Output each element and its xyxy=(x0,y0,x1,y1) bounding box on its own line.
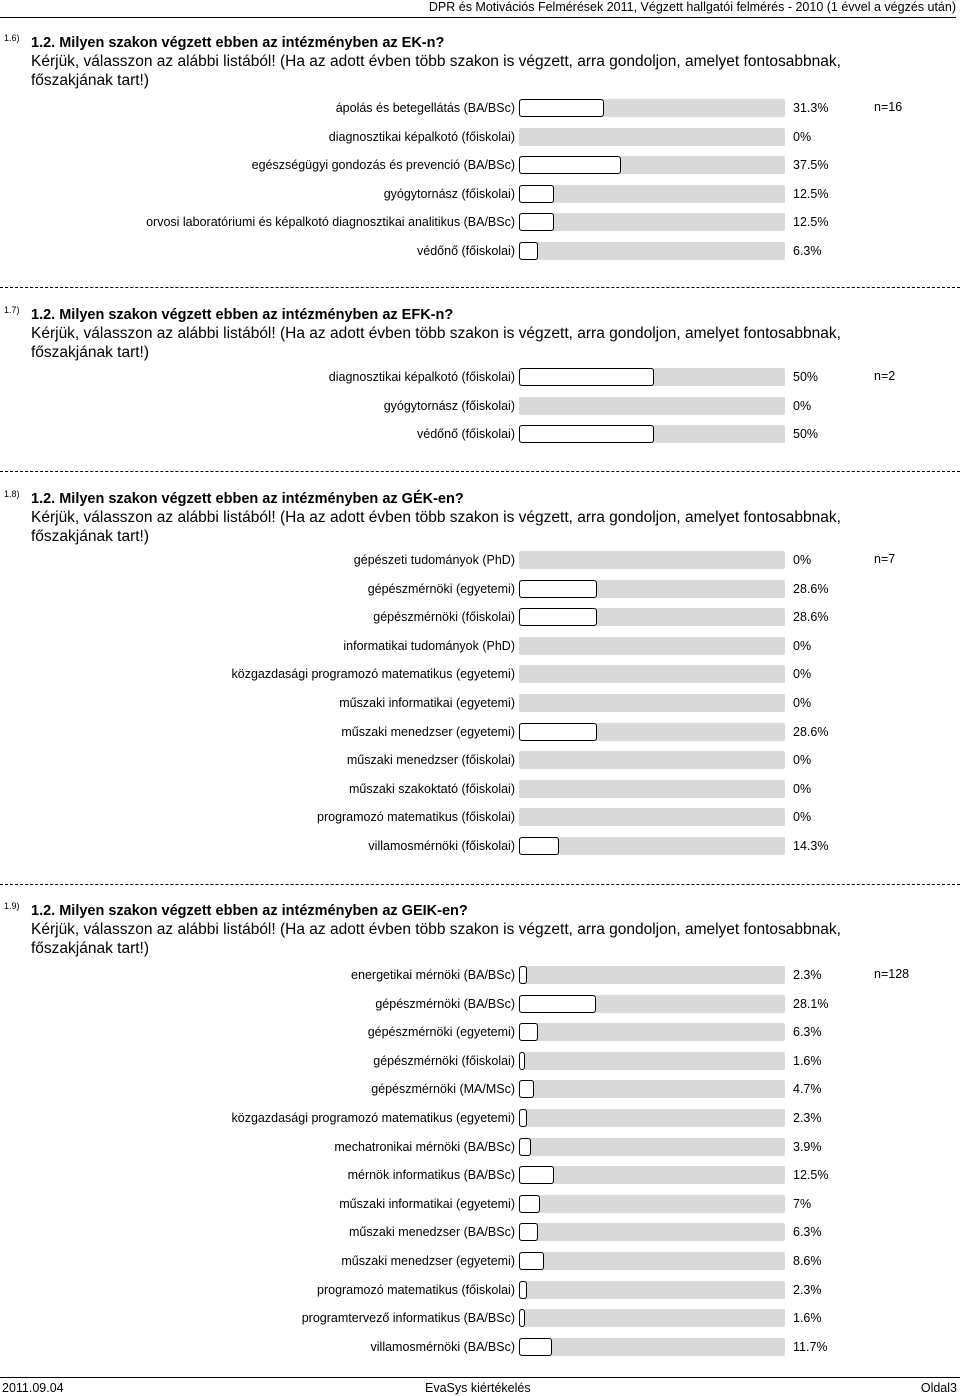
bar-row xyxy=(0,1052,960,1072)
bar-row xyxy=(0,156,960,176)
bar-value-label: 4.7% xyxy=(793,1082,822,1096)
bar-row xyxy=(0,128,960,148)
bar-row xyxy=(0,1080,960,1100)
bar-row xyxy=(0,1338,960,1358)
bar-row xyxy=(0,966,960,986)
bar xyxy=(519,1052,525,1070)
bar-label: ápolás és betegellátás (BA/BSc) xyxy=(335,101,515,115)
bar-track xyxy=(519,213,785,231)
bar xyxy=(519,1281,527,1299)
section-number: 1.6) xyxy=(4,33,20,43)
bar-value-label: 0% xyxy=(793,399,812,413)
bar-track xyxy=(519,156,785,174)
bar-value-label: 28.6% xyxy=(793,725,829,739)
bar-track xyxy=(519,1252,785,1270)
bar xyxy=(519,1195,540,1213)
bar-track xyxy=(519,1080,785,1098)
bar-label: orvosi laboratóriumi és képalkotó diagnosztikai analitikus (BA/BSc) xyxy=(146,215,515,229)
bar-row xyxy=(0,1309,960,1329)
bar-row xyxy=(0,995,960,1015)
bar-row xyxy=(0,608,960,628)
bar-row xyxy=(0,665,960,685)
bar-label: gépészmérnöki (egyetemi) xyxy=(367,582,515,596)
bar-value-label: 0% xyxy=(793,753,812,767)
bar-value-label: 0% xyxy=(793,696,812,710)
bar-value-label: 2.3% xyxy=(793,1111,822,1125)
bar xyxy=(519,242,538,260)
bar-row xyxy=(0,580,960,600)
bar-track xyxy=(519,1052,785,1070)
bar-value-label: 6.3% xyxy=(793,1225,822,1239)
bar-value-label: 0% xyxy=(793,810,812,824)
bar-value-label: 12.5% xyxy=(793,187,829,201)
bar-track xyxy=(519,808,785,826)
bar-value-label: 0% xyxy=(793,553,812,567)
bar-label: informatikai tudományok (PhD) xyxy=(343,639,515,653)
bar xyxy=(519,1223,538,1241)
bar-value-label: 1.6% xyxy=(793,1054,822,1068)
bar-label: műszaki informatikai (egyetemi) xyxy=(339,696,515,710)
chart-title: 1.2. Milyen szakon végzett ebben az intézményben az GEIK-en? xyxy=(31,903,468,919)
chart-title: 1.2. Milyen szakon végzett ebben az intézményben az GÉK-en? xyxy=(31,491,464,507)
footer-date: 2011.09.04 xyxy=(2,1381,64,1395)
bar-label: védőnő (főiskolai) xyxy=(417,244,515,258)
bar xyxy=(519,213,554,231)
bar-track xyxy=(519,1166,785,1184)
bar xyxy=(519,99,604,117)
bar-label: mérnök informatikus (BA/BSc) xyxy=(347,1168,515,1182)
bar-label: közgazdasági programozó matematikus (egyetemi) xyxy=(231,667,515,681)
bar xyxy=(519,1138,531,1156)
sample-size-label: n=16 xyxy=(874,100,903,114)
bar-row xyxy=(0,1195,960,1215)
bar-label: programozó matematikus (főiskolai) xyxy=(317,810,515,824)
bar-track xyxy=(519,397,785,415)
bar-track xyxy=(519,1138,785,1156)
bar-track xyxy=(519,551,785,569)
bar-row xyxy=(0,1281,960,1301)
question-text: Kérjük, válasszon az alábbi listából! (Ha az adott évben több szakon is végzett, arra gondoljon, amelyet fontosabbnak, főszakjának tart!) xyxy=(31,509,841,545)
bar-row xyxy=(0,723,960,743)
bar-row xyxy=(0,368,960,388)
bar-row xyxy=(0,637,960,657)
bar-label: műszaki informatikai (egyetemi) xyxy=(339,1197,515,1211)
bar-track xyxy=(519,1338,785,1356)
bar-track xyxy=(519,837,785,855)
bar xyxy=(519,1166,554,1184)
section-divider xyxy=(0,287,960,288)
bar-value-label: 31.3% xyxy=(793,101,829,115)
footer-center: EvaSys kiértékelés xyxy=(425,1381,531,1395)
bar-row xyxy=(0,1252,960,1272)
bar xyxy=(519,966,527,984)
bar-label: egészségügyi gondozás és prevenció (BA/BSc) xyxy=(251,158,515,172)
bar-track xyxy=(519,995,785,1013)
bar-value-label: 28.1% xyxy=(793,997,829,1011)
bar-label: villamosmérnöki (BA/BSc) xyxy=(370,1340,515,1354)
section-number: 1.7) xyxy=(4,305,20,315)
document-footer xyxy=(0,1377,960,1396)
bar-row xyxy=(0,780,960,800)
bar-value-label: 3.9% xyxy=(793,1140,822,1154)
bar-value-label: 0% xyxy=(793,130,812,144)
bar-track xyxy=(519,1223,785,1241)
bar-track xyxy=(519,694,785,712)
bar-label: műszaki szakoktató (főiskolai) xyxy=(348,782,515,796)
bar-label: műszaki menedzser (egyetemi) xyxy=(341,1254,515,1268)
bar-value-label: 14.3% xyxy=(793,839,829,853)
bar-label: műszaki menedzser (egyetemi) xyxy=(341,725,515,739)
bar-value-label: 6.3% xyxy=(793,1025,822,1039)
bar-label: védőnő (főiskolai) xyxy=(417,427,515,441)
bar-row xyxy=(0,242,960,262)
bar-label: mechatronikai mérnöki (BA/BSc) xyxy=(334,1140,515,1154)
bar xyxy=(519,425,654,443)
bar-row xyxy=(0,551,960,571)
bar-value-label: 11.7% xyxy=(793,1340,828,1354)
sample-size-label: n=2 xyxy=(874,369,896,383)
bar-label: gépészmérnöki (főiskolai) xyxy=(373,1054,515,1068)
bar-track xyxy=(519,185,785,203)
question-text: Kérjük, válasszon az alábbi listából! (Ha az adott évben több szakon is végzett, arra gondoljon, amelyet fontosabbnak, főszakjának tart!) xyxy=(31,53,841,89)
bar-track xyxy=(519,723,785,741)
question-text: Kérjük, válasszon az alábbi listából! (Ha az adott évben több szakon is végzett, arra gondoljon, amelyet fontosabbnak, főszakjának tart!) xyxy=(31,325,841,361)
bar-track xyxy=(519,751,785,769)
section-number: 1.8) xyxy=(4,489,20,499)
bar-value-label: 2.3% xyxy=(793,968,822,982)
bar xyxy=(519,1023,538,1041)
bar-track xyxy=(519,368,785,386)
bar-label: gépészmérnöki (főiskolai) xyxy=(373,610,515,624)
bar-row xyxy=(0,1166,960,1186)
bar-value-label: 7% xyxy=(793,1197,812,1211)
sample-size-label: n=7 xyxy=(874,552,896,566)
bar xyxy=(519,837,559,855)
bar xyxy=(519,185,554,203)
question-text: Kérjük, válasszon az alábbi listából! (Ha az adott évben több szakon is végzett, arra gondoljon, amelyet fontosabbnak, főszakjának tart!) xyxy=(31,921,841,957)
bar-value-label: 6.3% xyxy=(793,244,822,258)
bar-label: gépészmérnöki (MA/MSc) xyxy=(371,1082,515,1096)
bar-label: villamosmérnöki (főiskolai) xyxy=(368,839,515,853)
footer-page: Oldal3 xyxy=(920,1381,957,1395)
bar xyxy=(519,1338,552,1356)
bar-track xyxy=(519,665,785,683)
bar xyxy=(519,608,597,626)
bar-track xyxy=(519,1309,785,1327)
section-divider xyxy=(0,884,960,885)
bar-label: diagnosztikai képalkotó (főiskolai) xyxy=(328,130,515,144)
bar-track xyxy=(519,580,785,598)
bar-value-label: 12.5% xyxy=(793,1168,829,1182)
bar-value-label: 50% xyxy=(793,427,819,441)
bar xyxy=(519,156,621,174)
chart-title: 1.2. Milyen szakon végzett ebben az intézményben az EK-n? xyxy=(31,35,445,51)
bar-track xyxy=(519,1023,785,1041)
bar-track xyxy=(519,425,785,443)
bar-label: programtervező informatikus (BA/BSc) xyxy=(301,1311,515,1325)
bar-track xyxy=(519,99,785,117)
bar-track xyxy=(519,128,785,146)
bar-track xyxy=(519,1109,785,1127)
bar-value-label: 0% xyxy=(793,782,812,796)
bar-value-label: 1.6% xyxy=(793,1311,822,1325)
bar-label: műszaki menedzser (főiskolai) xyxy=(346,753,515,767)
bar-row xyxy=(0,1023,960,1043)
bar-label: gyógytornász (főiskolai) xyxy=(383,399,515,413)
bar-row xyxy=(0,99,960,119)
bar xyxy=(519,368,654,386)
bar-row xyxy=(0,425,960,445)
bar-value-label: 0% xyxy=(793,639,812,653)
bar-row xyxy=(0,1138,960,1158)
bar xyxy=(519,1109,527,1127)
bar-track xyxy=(519,637,785,655)
bar-value-label: 0% xyxy=(793,667,812,681)
bar-row xyxy=(0,837,960,857)
bar xyxy=(519,1252,544,1270)
bar-value-label: 12.5% xyxy=(793,215,829,229)
bar-value-label: 28.6% xyxy=(793,610,829,624)
bar-label: energetikai mérnöki (BA/BSc) xyxy=(351,968,515,982)
bar-row xyxy=(0,213,960,233)
bar xyxy=(519,995,596,1013)
section-divider xyxy=(0,471,960,472)
bar-track xyxy=(519,780,785,798)
bar xyxy=(519,580,597,598)
bar-value-label: 8.6% xyxy=(793,1254,822,1268)
bar-track xyxy=(519,242,785,260)
bar-value-label: 37.5% xyxy=(793,158,829,172)
bar-row xyxy=(0,751,960,771)
bar-value-label: 50% xyxy=(793,370,819,384)
bar-track xyxy=(519,1195,785,1213)
bar xyxy=(519,1080,534,1098)
sample-size-label: n=128 xyxy=(874,967,910,981)
bar-label: műszaki menedzser (BA/BSc) xyxy=(348,1225,515,1239)
document-header: DPR és Motivációs Felmérések 2011, Végzett hallgatói felmérés - 2010 (1 évvel a végzés után) xyxy=(0,0,956,18)
bar-track xyxy=(519,966,785,984)
bar-label: gyógytornász (főiskolai) xyxy=(383,187,515,201)
bar-track xyxy=(519,1281,785,1299)
section-number: 1.9) xyxy=(4,901,20,911)
bar-label: gépészeti tudományok (PhD) xyxy=(353,553,515,567)
bar-row xyxy=(0,808,960,828)
bar-row xyxy=(0,1223,960,1243)
bar-value-label: 28.6% xyxy=(793,582,829,596)
bar-row xyxy=(0,397,960,417)
bar xyxy=(519,723,597,741)
bar-label: programozó matematikus (főiskolai) xyxy=(317,1283,515,1297)
bar-row xyxy=(0,1109,960,1129)
chart-title: 1.2. Milyen szakon végzett ebben az intézményben az EFK-n? xyxy=(31,307,454,323)
bar-row xyxy=(0,694,960,714)
bar-label: gépészmérnöki (BA/BSc) xyxy=(375,997,515,1011)
bar-value-label: 2.3% xyxy=(793,1283,822,1297)
bar-track xyxy=(519,608,785,626)
bar-label: közgazdasági programozó matematikus (egyetemi) xyxy=(231,1111,515,1125)
bar-label: diagnosztikai képalkotó (főiskolai) xyxy=(328,370,515,384)
bar xyxy=(519,1309,525,1327)
bar-label: gépészmérnöki (egyetemi) xyxy=(367,1025,515,1039)
bar-row xyxy=(0,185,960,205)
